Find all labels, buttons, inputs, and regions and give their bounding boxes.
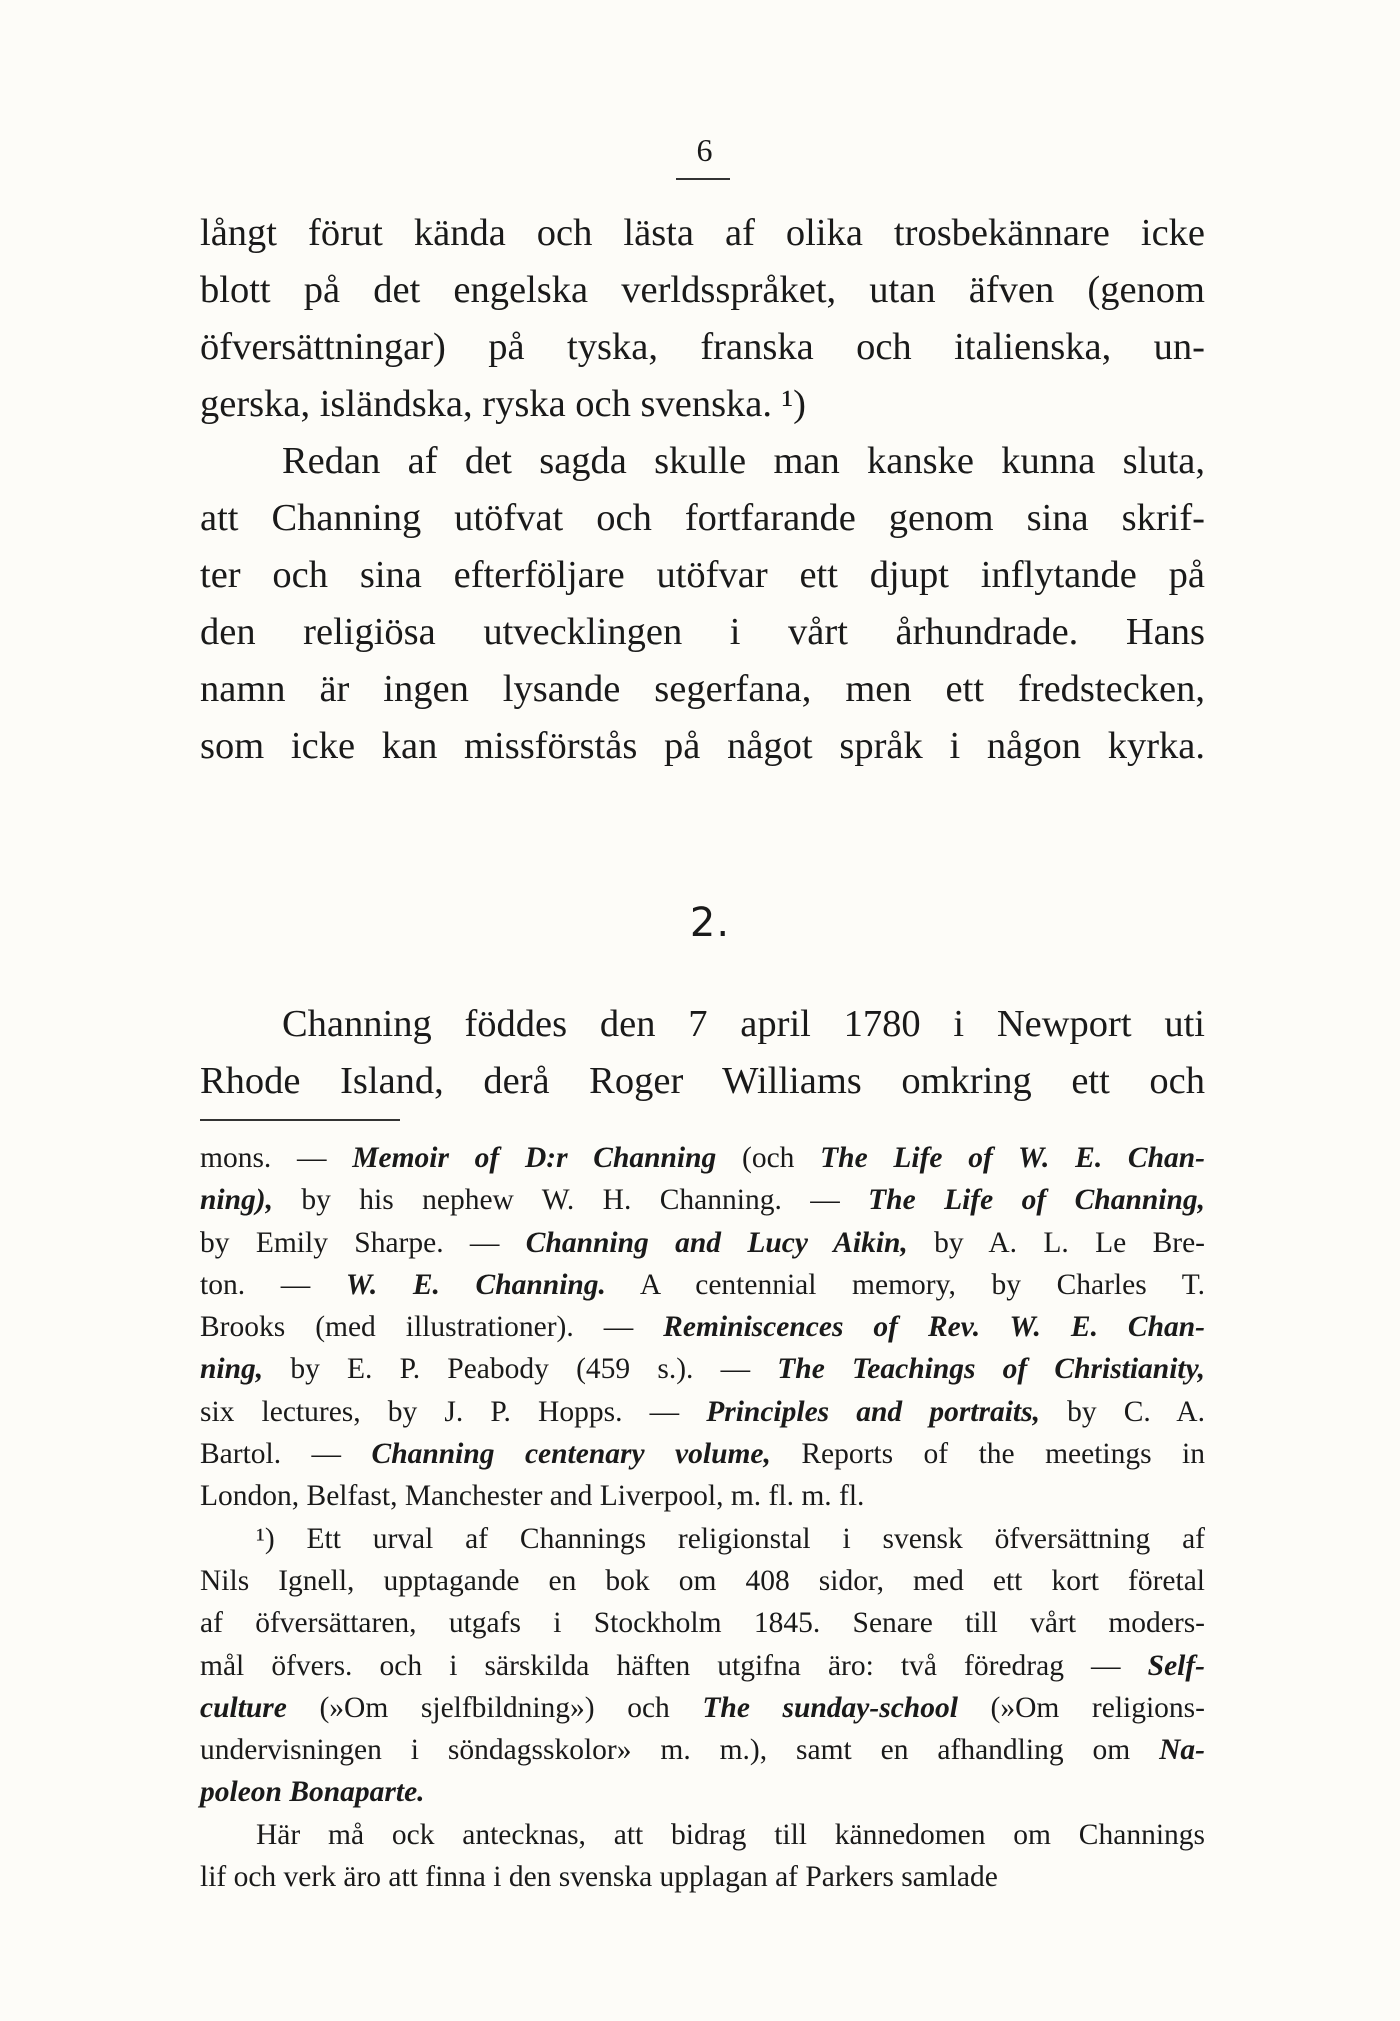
footnote-line — [200, 1348, 1205, 1390]
footnote-title: Na- — [1159, 1734, 1205, 1767]
footnote-title: Reminiscences of Rev. W. E. Chan- — [663, 1311, 1205, 1344]
footnote-text: Bartol. — — [200, 1438, 372, 1471]
footnote-text: (och — [716, 1142, 821, 1174]
footnote-title: The Life of Channing, — [868, 1184, 1205, 1217]
footnote-text: lif och verk äro att finna i den svenska upplagan af Parkers samlade — [200, 1861, 998, 1894]
footnote-title: The Life of W. E. Chan- — [820, 1142, 1205, 1174]
footnote-text: by C. A. — [1039, 1395, 1205, 1428]
footnote-line — [200, 1475, 1205, 1517]
footnote-line — [200, 1518, 1205, 1560]
text-line: Channing föddes den 7 april 1780 i Newport uti — [282, 1003, 1205, 1045]
footnote-text: Här må ock antecknas, att bidrag till kännedomen om Channings — [256, 1818, 1205, 1851]
footnote-title: Memoir of D:r Channing — [352, 1142, 717, 1174]
footnote-title: Channing centenary volume, — [371, 1438, 771, 1471]
footnote-1 — [200, 1518, 1205, 1814]
footnote-text: undervisningen i söndagsskolor» m. m.), samt en afhandling om — [200, 1734, 1160, 1767]
footnote-line — [200, 1645, 1205, 1687]
footnote-text: by his nephew W. H. Channing. — — [272, 1184, 869, 1217]
footnote-line — [200, 1137, 1205, 1179]
footnote-line — [200, 1729, 1205, 1771]
footnote-text: by A. L. Le Bre- — [907, 1226, 1205, 1259]
footnote-text: af öfversättaren, utgafs i Stockholm 1845. Senare till vårt moders- — [200, 1607, 1205, 1640]
footnote-line — [200, 1222, 1205, 1264]
paragraph-1 — [200, 205, 1205, 433]
footnote-line — [200, 1602, 1205, 1644]
text-line: Rhode Island, derå Roger Williams omkring ett och — [200, 1060, 1205, 1102]
footnote-2 — [200, 1814, 1205, 1899]
footnote-title: ning), — [200, 1184, 273, 1217]
footnote-title: Self- — [1147, 1649, 1205, 1682]
footnote-text: ton. — — [200, 1268, 346, 1301]
text-line: öfversättningar) på tyska, franska och italienska, un- — [200, 326, 1205, 368]
text-line: gerska, isländska, ryska och svenska. ¹) — [200, 383, 806, 425]
footnote-text: Nils Ignell, upptagande en bok om 408 sidor, med ett kort företal — [200, 1564, 1205, 1597]
footnote-line — [200, 1306, 1205, 1348]
footnote-text: Reports of the meetings in — [770, 1438, 1205, 1471]
footnote-title: W. E. Channing. — [345, 1268, 606, 1301]
footnote-text: Brooks (med illustrationer). — — [200, 1311, 664, 1344]
footnote-text: six lectures, by J. P. Hopps. — — [200, 1395, 707, 1428]
footnote-line — [200, 1560, 1205, 1602]
text-line: långt förut kända och lästa af olika trosbekännare icke — [200, 212, 1205, 254]
footnote-title: The sunday-school — [702, 1691, 958, 1724]
footnotes — [200, 1137, 1205, 1898]
footnote-continued — [200, 1137, 1205, 1518]
footnote-title: poleon Bonaparte. — [200, 1776, 425, 1809]
footnote-line — [200, 1687, 1205, 1729]
footnote-line — [200, 1856, 1205, 1898]
footnote-line — [200, 1179, 1205, 1221]
page-number: 6 — [696, 132, 714, 168]
text-line: Redan af det sagda skulle man kanske kunna sluta, — [282, 440, 1205, 482]
footnote-text: by E. P. Peabody (459 s.). — — [263, 1353, 778, 1386]
paragraph-2 — [200, 433, 1205, 775]
footnote-line — [200, 1433, 1205, 1475]
footnote-text: mons. — — [200, 1142, 353, 1174]
footnote-rule — [200, 1119, 400, 1121]
section-number: 2. — [689, 900, 731, 946]
footnote-text: (»Om sjelfbildning») och — [286, 1691, 703, 1724]
footnote-title: Channing and Lucy Aikin, — [525, 1226, 908, 1259]
text-line: namn är ingen lysande segerfana, men ett fredstecken, — [200, 668, 1205, 710]
page-number-rule — [676, 178, 730, 180]
footnote-line — [200, 1814, 1205, 1856]
footnote-title: Principles and portraits, — [706, 1395, 1040, 1428]
footnote-text: mål öfvers. och i särskilda häften utgifna äro: två föredrag — — [200, 1649, 1148, 1682]
footnote-text: ¹) Ett urval af Channings religionstal i svensk öfversättning af — [256, 1522, 1205, 1555]
text-line: att Channing utöfvat och fortfarande genom sina skrif- — [200, 497, 1205, 539]
text-line: blott på det engelska verldsspråket, utan äfven (genom — [200, 269, 1205, 311]
footnote-title: ning, — [200, 1353, 264, 1386]
footnote-text: London, Belfast, Manchester and Liverpool, m. fl. m. fl. — [200, 1480, 865, 1513]
footnote-line — [200, 1391, 1205, 1433]
footnote-title: The Teachings of Christianity, — [777, 1353, 1205, 1386]
footnote-text: (»Om religions- — [957, 1691, 1205, 1724]
footnote-text: by Emily Sharpe. — — [200, 1226, 526, 1259]
footnote-line — [200, 1264, 1205, 1306]
footnote-text: A centennial memory, by Charles T. — [605, 1268, 1205, 1301]
footnote-line — [200, 1771, 1205, 1813]
section-2-text — [200, 996, 1205, 1110]
text-line: den religiösa utvecklingen i vårt århundrade. Hans — [200, 611, 1205, 653]
text-line: som icke kan missförstås på något språk i någon kyrka. — [200, 725, 1205, 767]
footnote-title: culture — [200, 1691, 287, 1724]
text-line: ter och sina efterföljare utöfvar ett djupt inflytande på — [200, 554, 1205, 596]
